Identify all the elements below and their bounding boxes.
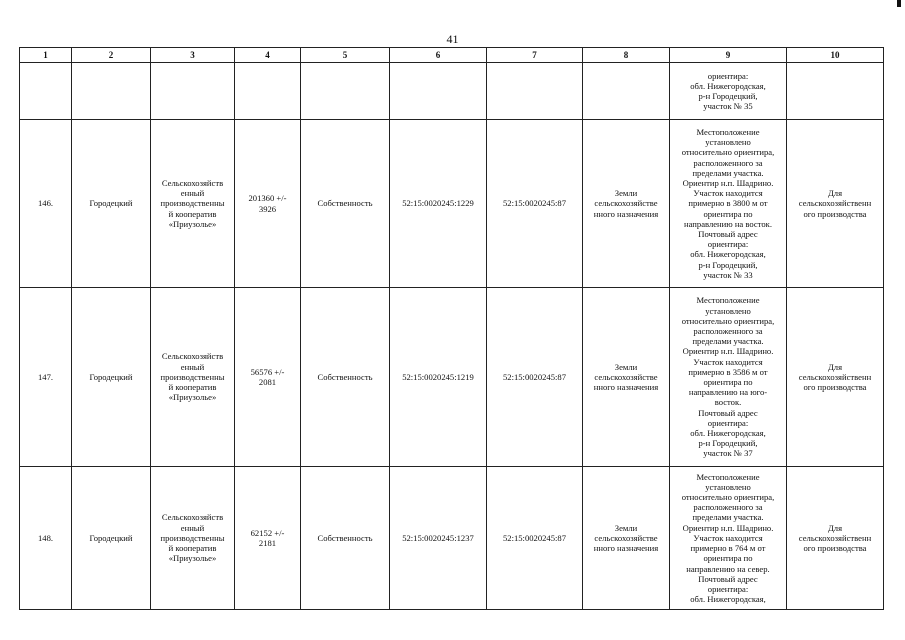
land-category-cell: Земли сельскохозяйстве нного назначения <box>583 120 670 288</box>
table-header-row <box>20 48 884 63</box>
location-cell: Местоположение установлено относительно ориентира, расположенного за пределами участка. Ориентир н.п. Шадрино. Участок находится примерно в 764 м от ориентира по направлению на север. Почтовый адрес ориентира: обл. Нижегородская, <box>670 467 787 610</box>
permitted-use-cell: Для сельскохозяйственн ого производства <box>787 120 884 288</box>
parent-parcel-cell: 52:15:0020245:87 <box>487 467 583 610</box>
location-cell: ориентира: обл. Нижегородская, р-н Городецкий, участок № 35 <box>670 63 787 120</box>
header-col-9: 9 <box>670 48 787 63</box>
parent-parcel-cell: 52:15:0020245:87 <box>487 120 583 288</box>
header-col-6: 6 <box>390 48 487 63</box>
district-cell <box>72 63 151 120</box>
parent-parcel-cell: 52:15:0020245:87 <box>487 288 583 467</box>
header-col-5: 5 <box>301 48 390 63</box>
land-category-cell <box>583 63 670 120</box>
row-number: 148. <box>20 467 72 610</box>
owner-cell: Сельскохозяйств енный производственны й кооператив «Приузолье» <box>151 120 235 288</box>
header-col-8: 8 <box>583 48 670 63</box>
owner-cell: Сельскохозяйств енный производственны й кооператив «Приузолье» <box>151 467 235 610</box>
row-number <box>20 63 72 120</box>
header-col-2: 2 <box>72 48 151 63</box>
district-cell: Городецкий <box>72 467 151 610</box>
header-col-3: 3 <box>151 48 235 63</box>
land-category-cell: Земли сельскохозяйстве нного назначения <box>583 288 670 467</box>
parent-parcel-cell <box>487 63 583 120</box>
page-number: 41 <box>446 32 459 46</box>
right-type-cell: Собственность <box>301 467 390 610</box>
permitted-use-cell: Для сельскохозяйственн ого производства <box>787 288 884 467</box>
land-registry-table <box>19 47 884 610</box>
area-cell <box>235 63 301 120</box>
area-cell: 62152 +/- 2181 <box>235 467 301 610</box>
cadastral-number-cell: 52:15:0020245:1219 <box>390 288 487 467</box>
table-row <box>20 467 884 610</box>
table-row <box>20 120 884 288</box>
header-col-7: 7 <box>487 48 583 63</box>
header-col-1: 1 <box>20 48 72 63</box>
table-row <box>20 63 884 120</box>
permitted-use-cell: Для сельскохозяйственн ого производства <box>787 467 884 610</box>
row-number: 146. <box>20 120 72 288</box>
district-cell: Городецкий <box>72 120 151 288</box>
row-number: 147. <box>20 288 72 467</box>
owner-cell <box>151 63 235 120</box>
land-category-cell: Земли сельскохозяйстве нного назначения <box>583 467 670 610</box>
location-cell: Местоположение установлено относительно ориентира, расположенного за пределами участка. Ориентир н.п. Шадрино. Участок находится примерно в 3800 м от ориентира по направлению на восток. Почтовый адрес ориентира: обл. Нижегородская, р-н Городецкий, участок № 33 <box>670 120 787 288</box>
cadastral-number-cell: 52:15:0020245:1237 <box>390 467 487 610</box>
district-cell: Городецкий <box>72 288 151 467</box>
scan-corner-mark <box>897 0 901 7</box>
right-type-cell: Собственность <box>301 288 390 467</box>
right-type-cell: Собственность <box>301 120 390 288</box>
area-cell: 201360 +/- 3926 <box>235 120 301 288</box>
right-type-cell <box>301 63 390 120</box>
header-col-10: 10 <box>787 48 884 63</box>
header-col-4: 4 <box>235 48 301 63</box>
owner-cell: Сельскохозяйств енный производственны й кооператив «Приузолье» <box>151 288 235 467</box>
location-cell: Местоположение установлено относительно ориентира, расположенного за пределами участка. Ориентир н.п. Шадрино. Участок находится примерно в 3586 м от ориентира по направлению на юго- восток. Почтовый адрес ориентира: обл. Нижегородская, р-н Городецкий, участок № 37 <box>670 288 787 467</box>
area-cell: 56576 +/- 2081 <box>235 288 301 467</box>
cadastral-number-cell <box>390 63 487 120</box>
table-row <box>20 288 884 467</box>
permitted-use-cell <box>787 63 884 120</box>
cadastral-number-cell: 52:15:0020245:1229 <box>390 120 487 288</box>
